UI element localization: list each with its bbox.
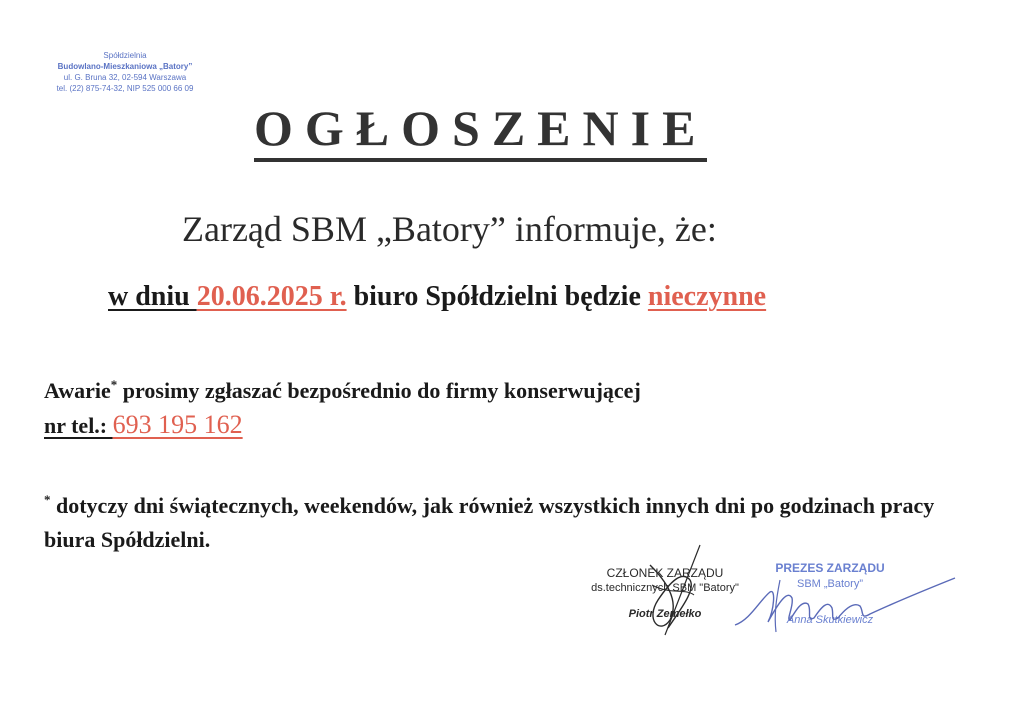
member-handwritten-signature [630, 540, 720, 640]
closure-date: 20.06.2025 r. [196, 281, 347, 312]
phone-label: nr tel.: [44, 413, 113, 438]
president-name: Anna Skutkiewicz [786, 614, 874, 626]
stamp-line-4: tel. (22) 875-74-32, NIP 525 000 66 09 [56, 84, 194, 93]
closure-status: nieczynne [647, 281, 767, 312]
cooperative-stamp [40, 50, 210, 94]
closure-notice [108, 280, 766, 314]
member-name: Piotr Zemełko [628, 608, 702, 620]
phone-number: 693 195 162 [112, 410, 243, 439]
president-role: PREZES ZARZĄDU [775, 561, 885, 575]
emergency-text: prosimy zgłaszać bezpośrednio do firmy konserwującej [117, 378, 641, 403]
closure-middle: biuro Spółdzielni będzie [346, 281, 648, 312]
president-org: SBM „Batory” [796, 578, 863, 590]
closure-prefix: w dniu [108, 281, 197, 312]
footnote-asterisk: * [44, 492, 51, 507]
phone-line [44, 410, 243, 441]
president-handwritten-signature [730, 570, 960, 640]
stamp-line-2: Budowlano-Mieszkaniowa „Batory” [57, 62, 193, 71]
stamp-line-3: ul. G. Bruna 32, 02-594 Warszawa [63, 73, 187, 82]
intro-line: Zarząd SBM „Batory” informuje, że: [182, 209, 717, 249]
member-role: CZŁONEK ZARZĄDU [606, 566, 724, 580]
footnote-text: dotyczy dni świątecznych, weekendów, jak również wszystkich innych dni po godzinach pracy biura Spółdzielni. [44, 493, 935, 552]
stamp-line-1: Spółdzielnia [103, 51, 147, 60]
emergency-asterisk: * [110, 377, 118, 392]
footnote [44, 483, 964, 557]
member-dept: ds.technicznych SBM "Batory" [591, 582, 739, 594]
page-title: OGŁOSZENIE [254, 98, 707, 162]
emergency-line [44, 371, 641, 405]
emergency-word: Awarie [44, 378, 111, 403]
